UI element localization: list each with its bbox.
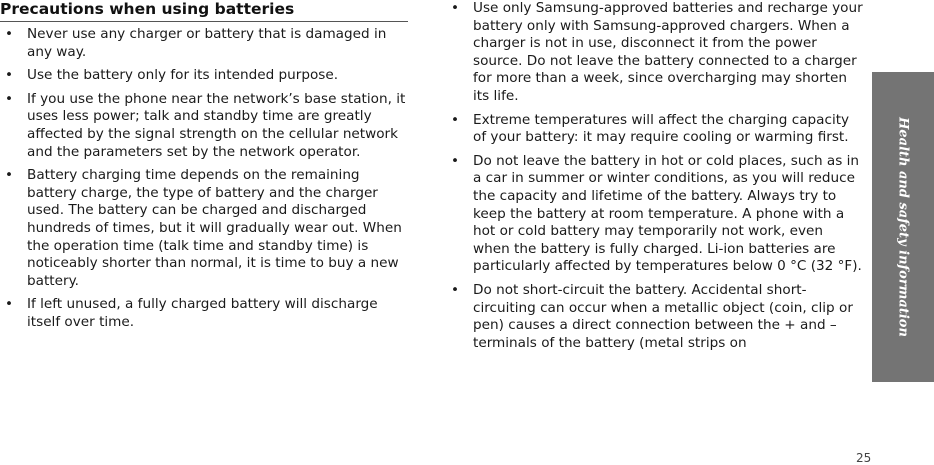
bullet-marker: •: [5, 167, 14, 184]
bullet-marker: •: [5, 26, 14, 42]
bullet-marker: •: [5, 67, 14, 84]
bullet-marker: •: [5, 296, 14, 313]
page-number: 25: [856, 451, 872, 465]
bullet-marker: •: [451, 0, 460, 16]
list-item-text: If you use the phone near the network’s base station, it uses less power; talk and standby time are greatly affected by the signal strength on the cellular network and the parameters set by the network operator.: [27, 90, 406, 160]
list-item: [446, 153, 864, 276]
list-item: [0, 167, 410, 290]
chapter-side-tab-label: Health and safety information: [895, 117, 911, 337]
list-item: [0, 26, 410, 61]
bullet-marker: •: [451, 281, 460, 298]
chapter-side-tab: [872, 72, 934, 382]
list-item: [446, 112, 864, 147]
list-item: [0, 67, 410, 85]
list-item: [0, 91, 410, 161]
bullet-marker: •: [5, 90, 14, 107]
list-item: [446, 282, 864, 352]
bullet-marker: •: [451, 111, 460, 128]
list-item-text: Do not leave the battery in hot or cold places, such as in a car in summer or winter conditions, as you will reduce the capacity and lifetime of the battery. Always try to keep the battery at room temperature. A phone with a hot or cold battery may temporarily not work, even when the battery is fully charged. Li-ion batteries are particularly affected by temperatures below 0 °C (32 °F).: [473, 152, 862, 275]
right-bullet-list: [446, 0, 864, 358]
list-item-text: Battery charging time depends on the remaining battery charge, the type of battery and the charger used. The battery can be charged and discharged hundreds of times, but it will gradually wear out. When the operation time (talk time and standby time) is noticeably shorter than normal, it is time to buy a new battery.: [27, 167, 402, 289]
list-item-text: Extreme temperatures will affect the charging capacity of your battery: it may require cooling or warming first.: [473, 111, 850, 146]
list-item-text: Never use any charger or battery that is damaged in any way.: [27, 26, 387, 60]
list-item: [446, 0, 864, 106]
list-item-text: Use the battery only for its intended purpose.: [27, 67, 339, 84]
section-heading: Precautions when using batteries: [0, 0, 295, 18]
list-item-text: Use only Samsung-approved batteries and recharge your battery only with Samsung-approved chargers. When a charger is not in use, disconnect it from the power source. Do not leave the battery connected to a charger for more than a week, since overcharging may shorten its life.: [473, 0, 863, 104]
list-item-text: If left unused, a fully charged battery will discharge itself over time.: [27, 296, 378, 330]
list-item: [0, 296, 410, 331]
bullet-marker: •: [451, 152, 460, 169]
list-item-text: Do not short-circuit the battery. Accidental short-circuiting can occur when a metallic object (coin, clip or pen) causes a direct connection between the + and – terminals of the battery (metal strips on: [473, 281, 853, 351]
heading-divider: [0, 21, 408, 22]
left-bullet-list: [0, 26, 410, 338]
